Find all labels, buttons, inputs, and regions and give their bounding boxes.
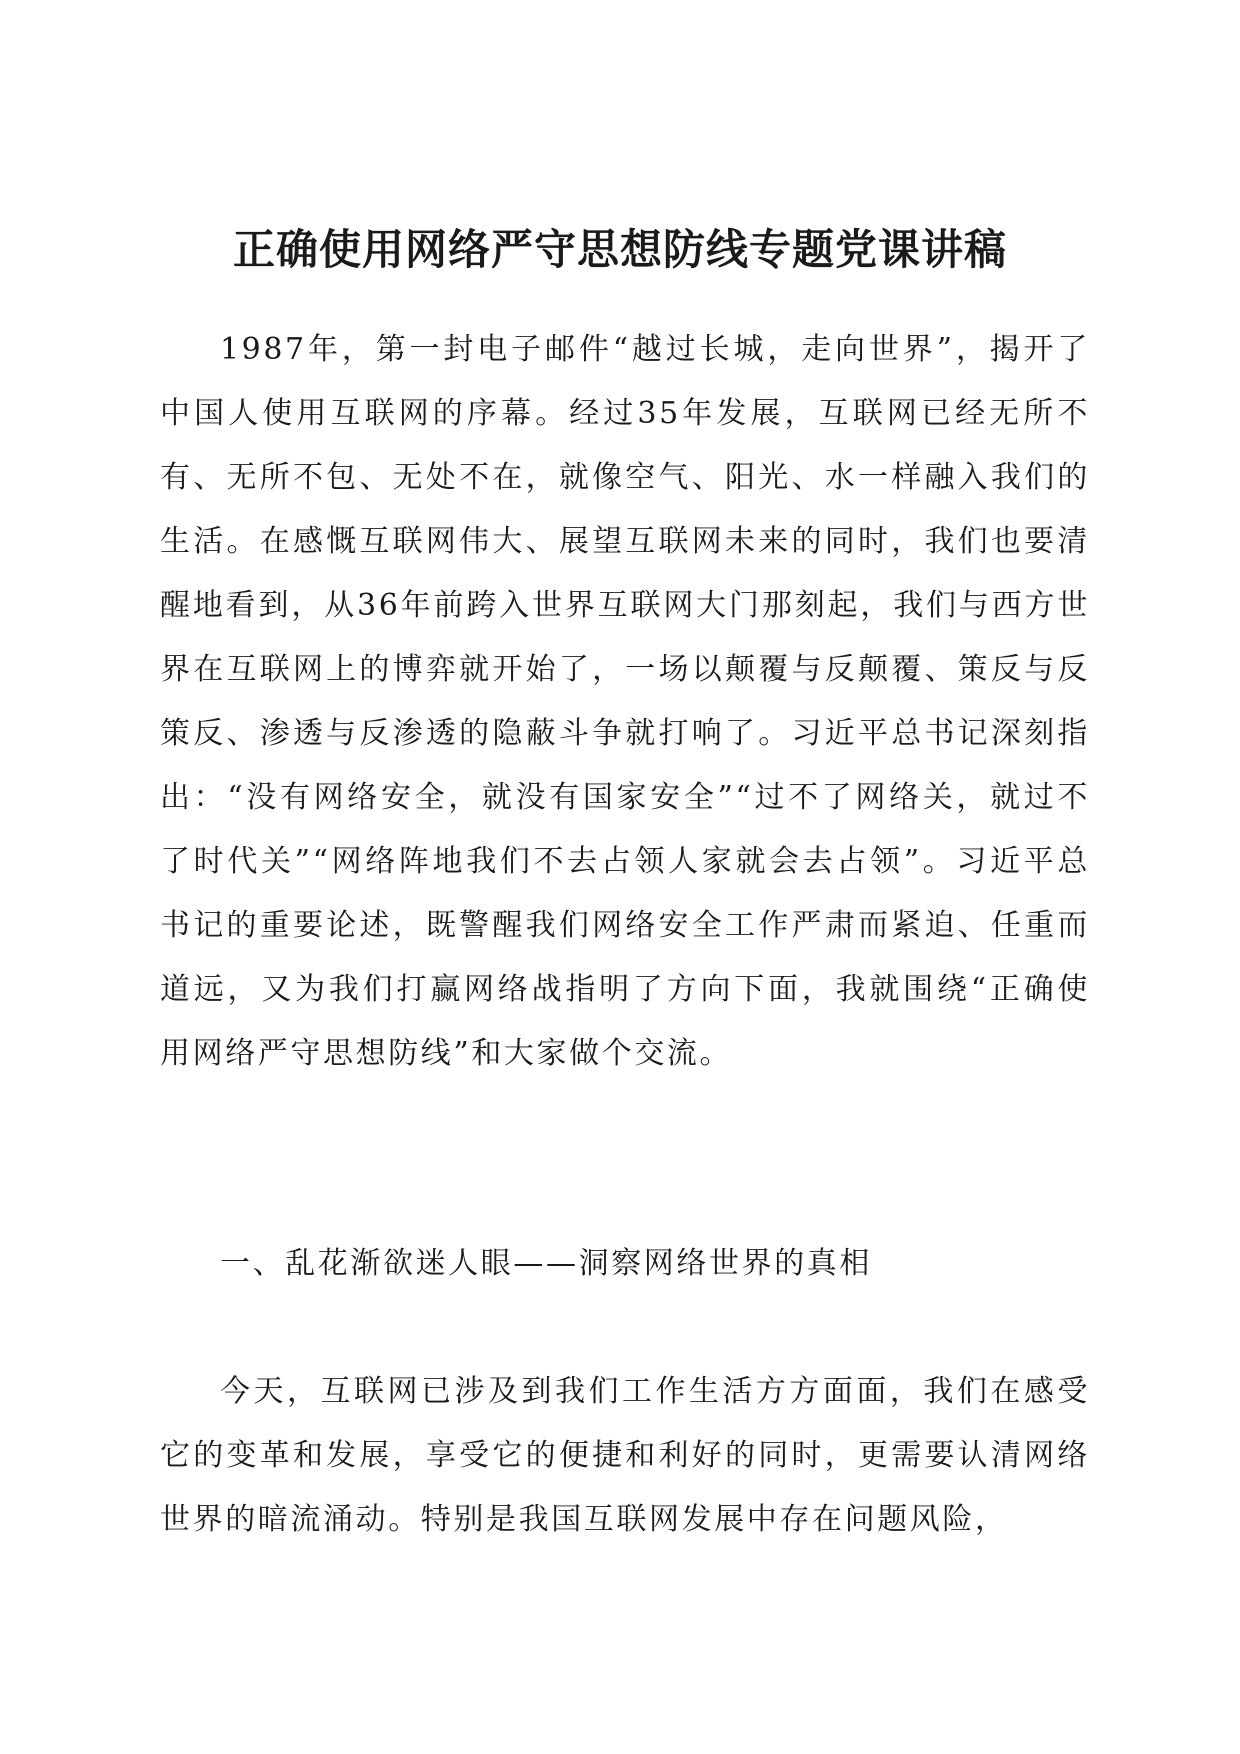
section-1-paragraph: 今天，互联网已涉及到我们工作生活方方面面，我们在感受它的变革和发展，享受它的便捷和利好的同时，更需要认清网络世界的暗流涌动。特别是我国互联网发展中存在问题风险， <box>160 1374 1090 1537</box>
intro-paragraph: 1987年，第一封电子邮件“越过长城，走向世界”，揭开了中国人使用互联网的序幕。经过35年发展，互联网已经无所不有、无所不包、无处不在，就像空气、阳光、水一样融入我们的生活。在感慨互联网伟大、展望互联网未来的同时，我们也要清醒地看到，从36年前跨入世界互联网大门那刻起，我们与西方世界在互联网上的博弈就开始了，一场以颠覆与反颠覆、策反与反策反、渗透与反渗透的隐蔽斗争就打响了。习近平总书记深刻指出：“没有网络安全，就没有国家安全”“过不了网络关，就过不了时代关”“网络阵地我们不去占领人家就会去占领”。习近平总书记的重要论述，既警醒我们网络安全工作严肃而紧迫、任重而道远，又为我们打赢网络战指明了方向下面，我就围绕“正确使用网络严守思想防线”和大家做个交流。 <box>160 332 1090 1071</box>
section-heading-1: 一、乱花渐欲迷人眼——洞察网络世界的真相 <box>220 1246 872 1281</box>
document-title: 正确使用网络严守思想防线专题党课讲稿 <box>232 225 1007 274</box>
